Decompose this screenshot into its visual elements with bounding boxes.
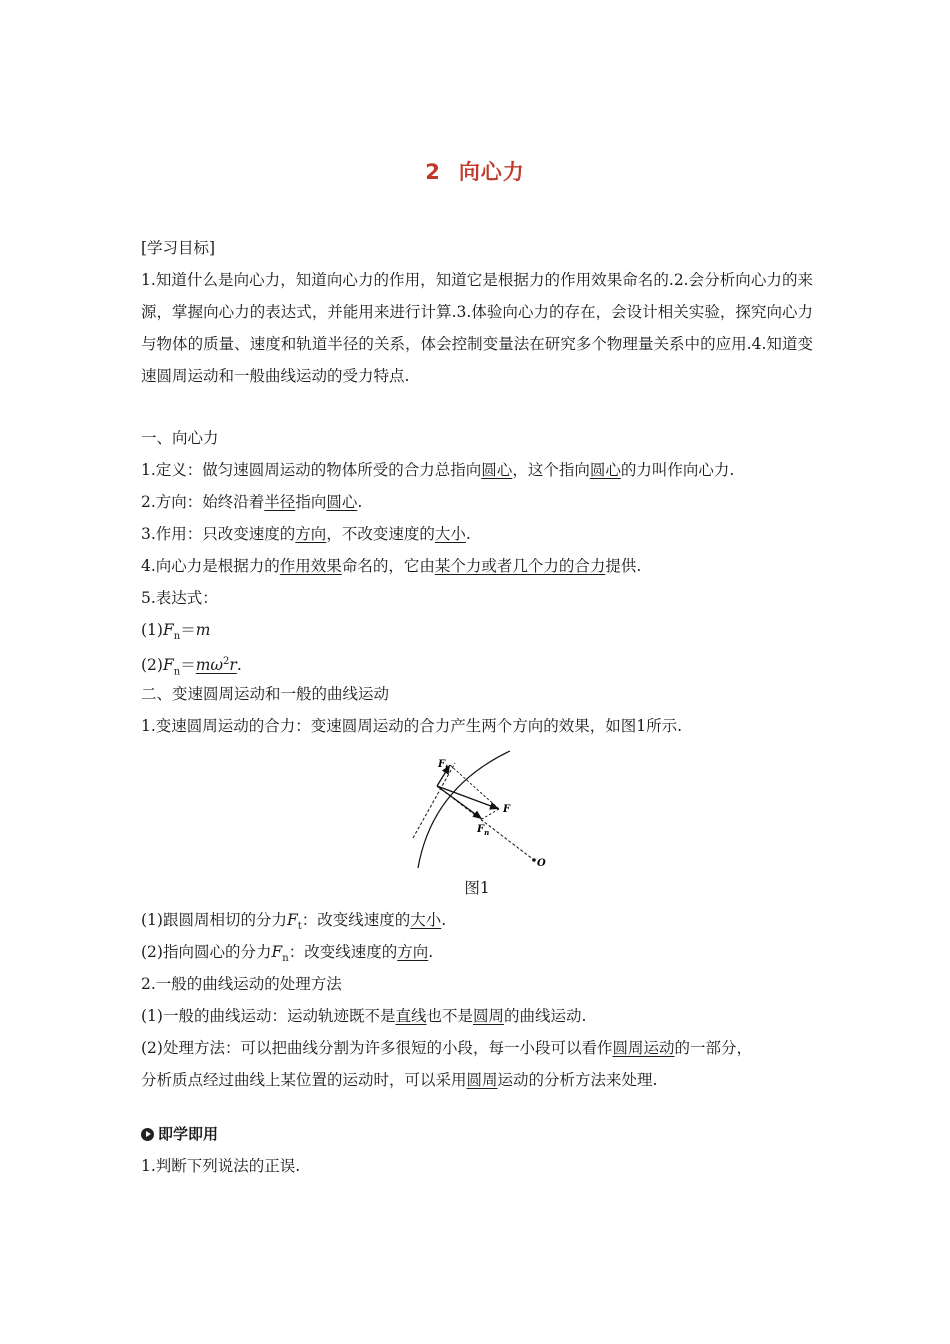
- text: 指向: [295, 493, 327, 511]
- formula-2: [141, 646, 813, 678]
- text: (2)指向圆心的分力: [141, 943, 272, 961]
- text: 3.作用：只改变速度的: [141, 525, 296, 543]
- figure-caption: 图1: [464, 879, 490, 897]
- practice-question-1: 1.判断下列说法的正误.: [141, 1157, 301, 1175]
- text: 运动的分析方法来处理.: [497, 1071, 658, 1089]
- text: .: [428, 943, 434, 961]
- goals-heading: [学习目标]: [141, 239, 216, 257]
- goals-text: 1.知道什么是向心力，知道向心力的作用，知道它是根据力的作用效果命名的.2.会分析向心力的来源，掌握向心力的表达式，并能用来进行计算.3.体验向心力的存在，会设计相关实验，探究向心力与物体的质量、速度和轨道半径的关系，体会控制变量法在研究多个物理量关系中的应用.4.知道变速圆周运动和一般曲线运动的受力特点.: [141, 271, 813, 385]
- answer-blank: 作用效果: [279, 557, 342, 575]
- answer-blank: 圆心: [326, 493, 358, 511]
- definition-line: [141, 454, 813, 486]
- direction-line: [141, 486, 813, 518]
- dashed-connector: [450, 765, 499, 809]
- method-line-2: [141, 1064, 813, 1096]
- center-point: [532, 858, 536, 862]
- symbol: ω: [210, 656, 224, 675]
- method-line-1: [141, 1032, 813, 1064]
- symbol: F: [162, 656, 174, 675]
- section-1-heading: 一、向心力: [141, 429, 219, 447]
- text: 提供.: [605, 557, 642, 575]
- subscript: n: [173, 631, 181, 643]
- text: ，不改变速度的: [326, 525, 435, 543]
- fn-label: $F_n$: [477, 824, 490, 837]
- tangent-dashed-line: [413, 763, 455, 838]
- answer-blank: 方向: [397, 943, 429, 961]
- title-text: 向心力: [458, 160, 525, 184]
- text: 分析质点经过曲线上某位置的运动时，可以采用: [141, 1071, 467, 1089]
- f-arrow: [437, 786, 499, 809]
- text: 命名的，它由: [341, 557, 435, 575]
- naming-line: [141, 550, 813, 582]
- tangent-component-line: [141, 904, 813, 936]
- dashed-connector: [482, 809, 499, 819]
- answer-blank: 大小: [434, 525, 466, 543]
- ft-label: $F_t$: [438, 759, 449, 772]
- text: (1)跟圆周相切的分力: [141, 911, 287, 929]
- text: .: [236, 656, 242, 675]
- text: (1)一般的曲线运动：运动轨迹既不是: [141, 1007, 396, 1025]
- force-diagram: [410, 748, 550, 872]
- general-curve-line: [141, 1000, 813, 1032]
- text: (2): [141, 656, 163, 675]
- text: ：改变线速度的: [301, 911, 411, 929]
- practice-heading: [141, 1118, 813, 1150]
- answer-blank: 圆周: [466, 1071, 498, 1089]
- text: ：改变线速度的: [288, 943, 398, 961]
- normal-component-line: [141, 936, 813, 968]
- text: 1.定义：做匀速圆周运动的物体所受的合力总指向: [141, 461, 482, 479]
- text: 的一部分，: [674, 1039, 752, 1057]
- text: ＝: [180, 656, 196, 675]
- text: (2)处理方法：可以把曲线分割为许多很短的小段，每一小段可以看作: [141, 1039, 613, 1057]
- symbol: F: [271, 943, 283, 961]
- text: ，这个指向: [512, 461, 590, 479]
- symbol: F: [162, 621, 174, 639]
- document-body: [141, 232, 813, 1182]
- symbol: F: [286, 911, 298, 929]
- page-title: [0, 156, 950, 186]
- subscript: t: [297, 921, 302, 933]
- fn-arrow: [437, 786, 482, 819]
- text: 的曲线运动.: [504, 1007, 587, 1025]
- answer-blank: 圆心: [589, 461, 621, 479]
- variable-motion-line: 1.变速圆周运动的合力：变速圆周运动的合力产生两个方向的效果，如图1所示.: [141, 717, 683, 735]
- symbol: m: [195, 656, 211, 675]
- text: 4.向心力是根据力的: [141, 557, 280, 575]
- text: .: [465, 525, 471, 543]
- text: .: [357, 493, 363, 511]
- title-number: 2: [425, 160, 441, 184]
- answer-blank: 圆周: [473, 1007, 505, 1025]
- expression-heading: 5.表达式：: [141, 589, 218, 607]
- formula-1: [141, 614, 813, 646]
- text: ＝: [180, 621, 196, 639]
- o-label: O: [537, 858, 546, 869]
- answer-blank: 圆心: [481, 461, 513, 479]
- play-circle-icon: [141, 1128, 154, 1141]
- text: 也不是: [426, 1007, 473, 1025]
- text: (1): [141, 621, 163, 639]
- text: 2.方向：始终沿着: [141, 493, 265, 511]
- circle-arc: [418, 751, 510, 868]
- answer-blank: 直线: [395, 1007, 427, 1025]
- answer-blank: 半径: [264, 493, 296, 511]
- text: .: [441, 911, 447, 929]
- symbol: r: [229, 656, 237, 675]
- superscript: 2: [223, 656, 230, 667]
- text: 的力叫作向心力.: [620, 461, 735, 479]
- general-curve-heading: 2.一般的曲线运动的处理方法: [141, 975, 342, 993]
- symbol: m: [195, 621, 211, 639]
- practice-label: 即学即用: [158, 1125, 219, 1143]
- answer-blank: 某个力或者几个力的合力: [434, 557, 606, 575]
- figure-1: [141, 742, 813, 872]
- effect-line: [141, 518, 813, 550]
- answer-blank: 大小: [410, 911, 442, 929]
- section-2-heading: 二、变速圆周运动和一般的曲线运动: [141, 685, 390, 703]
- answer-blank: 圆周运动: [612, 1039, 675, 1057]
- subscript: n: [282, 953, 289, 965]
- answer-blank: 方向: [295, 525, 327, 543]
- subscript: n: [173, 666, 181, 678]
- f-label: F: [503, 804, 511, 815]
